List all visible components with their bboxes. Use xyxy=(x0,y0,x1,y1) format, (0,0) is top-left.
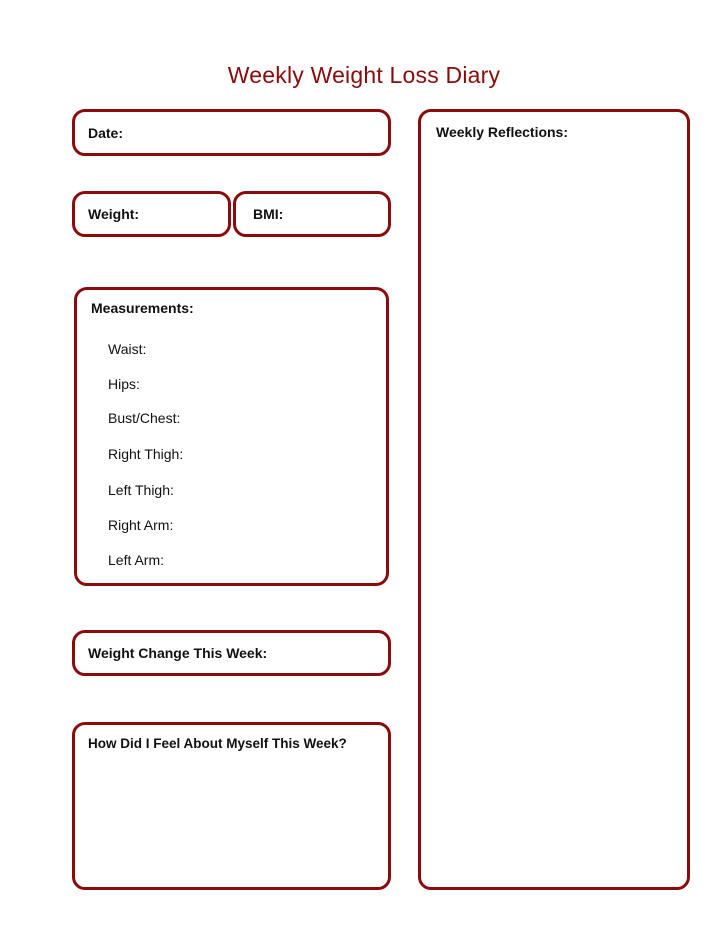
date-field[interactable] xyxy=(72,109,391,156)
measurement-bust-chest[interactable]: Bust/Chest: xyxy=(108,410,181,426)
measurement-left-thigh[interactable]: Left Thigh: xyxy=(108,482,174,498)
weekly-reflections-label: Weekly Reflections: xyxy=(436,124,569,140)
weekly-reflections-field[interactable] xyxy=(418,109,690,890)
bmi-label: BMI: xyxy=(253,206,284,222)
date-label: Date: xyxy=(88,125,124,141)
measurements-section xyxy=(74,287,389,586)
measurement-hips[interactable]: Hips: xyxy=(108,376,140,392)
measurement-left-arm[interactable]: Left Arm: xyxy=(108,552,165,568)
measurement-right-thigh[interactable]: Right Thigh: xyxy=(108,446,184,462)
feelings-field[interactable] xyxy=(72,722,391,890)
weight-change-label: Weight Change This Week: xyxy=(88,645,268,661)
feelings-label: How Did I Feel About Myself This Week? xyxy=(88,736,347,751)
weight-label: Weight: xyxy=(88,206,140,222)
measurement-right-arm[interactable]: Right Arm: xyxy=(108,517,174,533)
measurements-label: Measurements: xyxy=(91,300,194,316)
bmi-field[interactable] xyxy=(233,191,391,237)
measurement-waist[interactable]: Waist: xyxy=(108,341,147,357)
page-title: Weekly Weight Loss Diary xyxy=(227,62,501,88)
weight-change-field[interactable] xyxy=(72,630,391,676)
weight-field[interactable] xyxy=(72,191,231,237)
